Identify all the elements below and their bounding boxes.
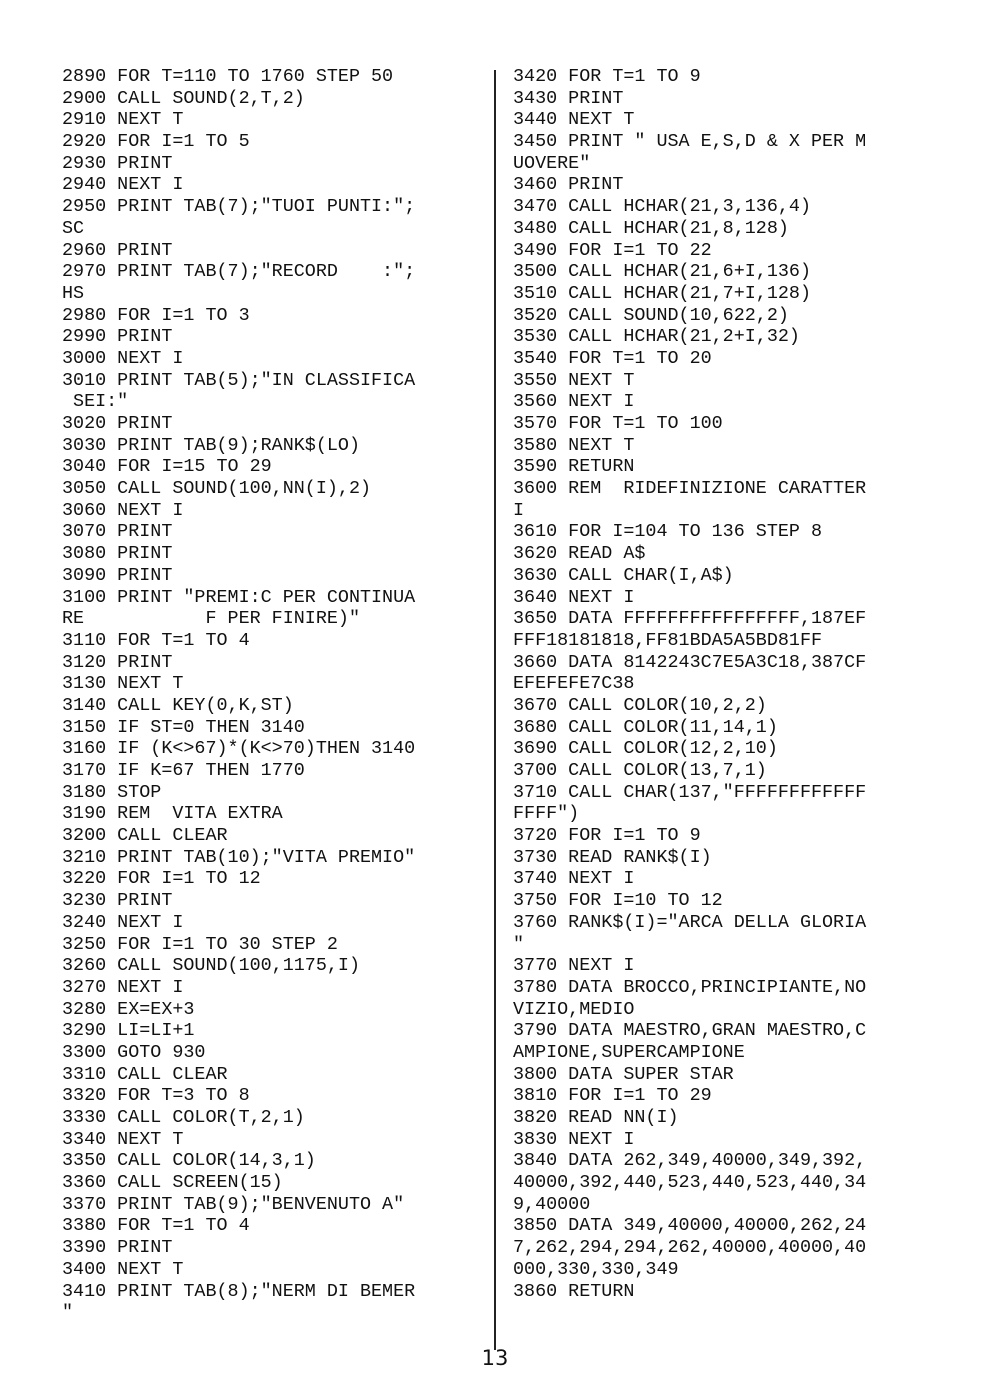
code-line: 2960 PRINT: [62, 239, 173, 261]
code-line: 3170 IF K=67 THEN 1770: [62, 760, 305, 781]
code-line: 3620 READ A$: [513, 543, 646, 565]
code-line: 3140 CALL KEY(0,K,ST): [62, 694, 294, 716]
code-line: 3460 PRINT: [513, 174, 624, 196]
code-line: 3710 CALL CHAR(137,"FFFFFFFFFFFF: [513, 781, 867, 803]
code-line: 3340 NEXT T: [62, 1128, 184, 1150]
code-line: 3020 PRINT: [62, 413, 173, 434]
code-line: 2910 NEXT T: [62, 109, 184, 131]
code-line: 3840 DATA 262,349,40000,349,392,: [513, 1150, 867, 1172]
code-line: 3190 REM VITA EXTRA: [62, 803, 283, 825]
code-line: 3370 PRINT TAB(9);"BENVENUTO A": [62, 1193, 405, 1215]
code-line: 3680 CALL COLOR(11,14,1): [513, 716, 778, 738]
code-line: I: [513, 499, 525, 521]
code-line: 3600 REM RIDEFINIZIONE CARATTER: [513, 478, 867, 500]
code-line: EFEFEFE7C38: [513, 673, 635, 695]
code-line: 3580 NEXT T: [513, 434, 635, 456]
code-line: 3090 PRINT: [62, 564, 173, 586]
code-line: 3700 CALL COLOR(13,7,1): [513, 760, 767, 781]
code-line: SC: [62, 217, 85, 239]
code-line: 3630 CALL CHAR(I,A$): [513, 564, 734, 586]
code-line: 3800 DATA SUPER STAR: [513, 1063, 734, 1085]
code-line: 3430 PRINT: [513, 87, 624, 109]
code-line: 3380 FOR T=1 TO 4: [62, 1215, 250, 1237]
code-line: 3790 DATA MAESTRO,GRAN MAESTRO,C: [513, 1020, 867, 1042]
code-line: 3030 PRINT TAB(9);RANK$(LO): [62, 434, 360, 456]
code-line: 3260 CALL SOUND(100,1175,I): [62, 955, 360, 977]
code-line: 3040 FOR I=15 TO 29: [62, 456, 272, 478]
code-line: RE F PER FINIRE)": [62, 608, 360, 630]
code-line: 3640 NEXT I: [513, 586, 635, 608]
code-line: 3610 FOR I=104 TO 136 STEP 8: [513, 521, 823, 543]
code-line: 3330 CALL COLOR(T,2,1): [62, 1107, 305, 1128]
code-line: 2930 PRINT: [62, 152, 173, 174]
code-line: 3310 CALL CLEAR: [62, 1063, 228, 1085]
code-line: 3760 RANK$(I)="ARCA DELLA GLORIA: [513, 911, 867, 933]
code-line: 3130 NEXT T: [62, 673, 184, 695]
code-line: FFF18181818,FF81BDA5A5BD81FF: [513, 629, 823, 651]
code-line: 2990 PRINT: [62, 326, 173, 348]
code-line: 3080 PRINT: [62, 543, 173, 565]
code-line: 3120 PRINT: [62, 651, 173, 673]
code-line: 3740 NEXT I: [513, 868, 635, 890]
code-line: 3200 CALL CLEAR: [62, 825, 228, 847]
code-line: 3440 NEXT T: [513, 109, 635, 131]
code-line: 3750 FOR I=10 TO 12: [513, 890, 723, 912]
code-line: 3570 FOR T=1 TO 100: [513, 413, 723, 434]
code-line: 3550 NEXT T: [513, 369, 635, 391]
code-line: 3180 STOP: [62, 781, 162, 803]
column-divider: [494, 70, 496, 1350]
code-line: 3100 PRINT "PREMI:C PER CONTINUA: [62, 586, 416, 608]
code-line: 3530 CALL HCHAR(21,2+I,32): [513, 326, 800, 348]
code-line: 3070 PRINT: [62, 521, 173, 543]
code-line: 3820 READ NN(I): [513, 1107, 679, 1128]
code-line: 3240 NEXT I: [62, 911, 184, 933]
code-line: 3320 FOR T=3 TO 8: [62, 1085, 250, 1107]
code-line: 3540 FOR T=1 TO 20: [513, 347, 712, 369]
code-line: 9,40000: [513, 1193, 591, 1215]
code-line: 3480 CALL HCHAR(21,8,128): [513, 217, 789, 239]
code-line: 3810 FOR I=1 TO 29: [513, 1085, 712, 1107]
code-line: ": [62, 1302, 74, 1324]
code-line: 3860 RETURN: [513, 1280, 635, 1302]
code-line: 3590 RETURN: [513, 456, 635, 478]
code-line: 2900 CALL SOUND(2,T,2): [62, 87, 305, 109]
code-line: 40000,392,440,523,440,523,440,34: [513, 1172, 867, 1194]
code-line: 3490 FOR I=1 TO 22: [513, 239, 712, 261]
code-line: 7,262,294,294,262,40000,40000,40: [513, 1237, 867, 1259]
code-line: UOVERE": [513, 152, 591, 174]
code-line: 3400 NEXT T: [62, 1258, 184, 1280]
code-line: 2890 FOR T=110 TO 1760 STEP 50: [62, 66, 394, 87]
code-line: 3730 READ RANK$(I): [513, 846, 712, 868]
code-line: 3160 IF (K<>67)*(K<>70)THEN 3140: [62, 738, 416, 760]
code-line: 3210 PRINT TAB(10);"VITA PREMIO": [62, 846, 416, 868]
code-line: 3850 DATA 349,40000,40000,262,24: [513, 1215, 867, 1237]
left-code-column: [62, 66, 492, 1324]
code-line: 3150 IF ST=0 THEN 3140: [62, 716, 305, 738]
code-line: 3230 PRINT: [62, 890, 173, 912]
code-line: 3220 FOR I=1 TO 12: [62, 868, 261, 890]
right-code-column: [513, 66, 953, 1302]
code-line: 3510 CALL HCHAR(21,7+I,128): [513, 282, 811, 304]
code-line: 2950 PRINT TAB(7);"TUOI PUNTI:";: [62, 196, 416, 218]
code-line: 3350 CALL COLOR(14,3,1): [62, 1150, 316, 1172]
code-line: 3270 NEXT I: [62, 976, 184, 998]
code-line: 3830 NEXT I: [513, 1128, 635, 1150]
code-line: 2970 PRINT TAB(7);"RECORD :";: [62, 261, 416, 283]
code-line: 3110 FOR T=1 TO 4: [62, 629, 250, 651]
code-line: 2940 NEXT I: [62, 174, 184, 196]
code-line: 3780 DATA BROCCO,PRINCIPIANTE,NO: [513, 976, 867, 998]
code-line: 3450 PRINT " USA E,S,D & X PER M: [513, 131, 867, 153]
code-line: 3690 CALL COLOR(12,2,10): [513, 738, 778, 760]
code-line: 3420 FOR T=1 TO 9: [513, 66, 701, 87]
code-line: 3300 GOTO 930: [62, 1041, 206, 1063]
code-line: VIZIO,MEDIO: [513, 998, 635, 1020]
code-line: 3720 FOR I=1 TO 9: [513, 825, 701, 847]
code-line: HS: [62, 282, 85, 304]
code-line: 3560 NEXT I: [513, 391, 635, 413]
code-line: 3470 CALL HCHAR(21,3,136,4): [513, 196, 811, 218]
code-line: 3670 CALL COLOR(10,2,2): [513, 694, 767, 716]
code-line: 2980 FOR I=1 TO 3: [62, 304, 250, 326]
code-line: SEI:": [62, 391, 129, 413]
code-line: 3650 DATA FFFFFFFFFFFFFFFF,187EF: [513, 608, 867, 630]
code-line: ": [513, 933, 525, 955]
code-line: 3050 CALL SOUND(100,NN(I),2): [62, 478, 372, 500]
code-line: 3390 PRINT: [62, 1237, 173, 1259]
code-line: 3500 CALL HCHAR(21,6+I,136): [513, 261, 811, 283]
code-line: 3280 EX=EX+3: [62, 998, 195, 1020]
code-line: 3410 PRINT TAB(8);"NERM DI BEMER: [62, 1280, 416, 1302]
code-line: 3360 CALL SCREEN(15): [62, 1172, 283, 1194]
code-line: 3770 NEXT I: [513, 955, 635, 977]
code-line: FFFF"): [513, 803, 580, 825]
code-line: 3290 LI=LI+1: [62, 1020, 195, 1042]
code-line: 3520 CALL SOUND(10,622,2): [513, 304, 789, 326]
code-line: 3250 FOR I=1 TO 30 STEP 2: [62, 933, 338, 955]
code-line: AMPIONE,SUPERCAMPIONE: [513, 1041, 745, 1063]
code-line: 3660 DATA 8142243C7E5A3C18,387CF: [513, 651, 867, 673]
code-line: 3010 PRINT TAB(5);"IN CLASSIFICA: [62, 369, 416, 391]
code-line: 3000 NEXT I: [62, 347, 184, 369]
code-line: 2920 FOR I=1 TO 5: [62, 131, 250, 153]
page-number: 13: [481, 1346, 509, 1370]
code-line: 3060 NEXT I: [62, 499, 184, 521]
code-line: 000,330,330,349: [513, 1258, 679, 1280]
